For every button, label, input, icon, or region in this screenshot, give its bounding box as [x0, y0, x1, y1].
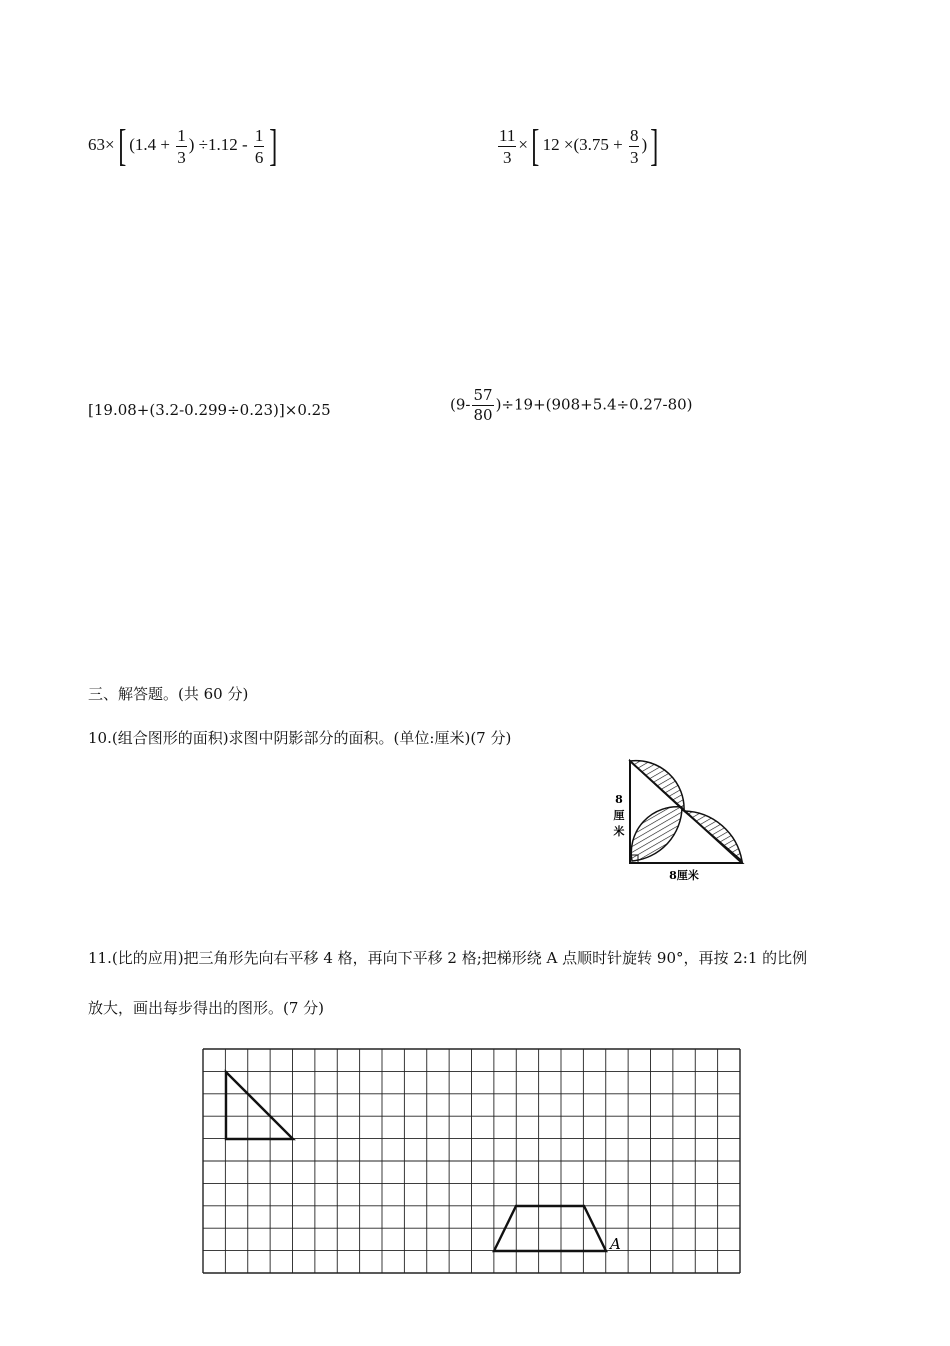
- question-11-line-2: 放大，画出每步得出的图形。(7 分): [88, 999, 325, 1017]
- question-11-line-1: 11.(比的应用)把三角形先向右平移 4 格，再向下平移 2 格;把梯形绕 A 点顺时针旋转 90°，再按 2:1 的比例: [88, 949, 808, 967]
- grid-lines: [203, 1049, 740, 1273]
- right-bracket: ]: [650, 121, 659, 170]
- right-bracket: ]: [269, 121, 278, 170]
- base-label: 8厘米: [669, 869, 699, 882]
- expr1-part-b: ) ÷1.12 -: [188, 134, 248, 154]
- fraction-57-80: $\frac{57}{80}$: [473, 386, 493, 424]
- expr2-part-b: 12 ×(3.75 +: [542, 134, 623, 154]
- shaded-region-left: [631, 807, 682, 861]
- triangle-shape: [226, 1072, 293, 1139]
- height-label-1: 8: [615, 793, 623, 806]
- expr4-rest: )÷19+(908+5.4÷0.27-80): [495, 395, 693, 414]
- q10-figure: [600, 755, 760, 885]
- question-10-text: 10.(组合图形的面积)求图中阴影部分的面积。(单位:厘米)(7 分): [88, 729, 512, 747]
- expr4-lead: (9-: [450, 395, 471, 414]
- height-label-3: 米: [613, 825, 625, 838]
- q11-grid: [200, 1046, 745, 1278]
- expression-1: [88, 121, 281, 170]
- height-label-2: 厘: [613, 809, 625, 822]
- fraction-1-6: $\frac{1}{6}$: [254, 125, 264, 167]
- left-bracket: [: [117, 121, 126, 170]
- fraction-1-3: $\frac{1}{3}$: [177, 125, 186, 167]
- expr2-times: ×: [518, 134, 528, 154]
- expression-2: [496, 121, 662, 170]
- section-title: 三、解答题。(共 60 分): [88, 685, 249, 703]
- fraction-11-3: $\frac{11}{3}$: [499, 125, 516, 167]
- expr1-part-a: (1.4 +: [129, 134, 170, 154]
- expression-4: [450, 388, 693, 423]
- expression-3: [19.08+(3.2-0.299÷0.23)]×0.25: [88, 401, 331, 419]
- left-bracket: [: [531, 121, 540, 170]
- point-a-label: A: [610, 1235, 621, 1253]
- expr1-lead: 63×: [88, 134, 115, 154]
- fraction-8-3: $\frac{8}{3}$: [629, 125, 639, 167]
- expr2-close: ): [641, 134, 648, 154]
